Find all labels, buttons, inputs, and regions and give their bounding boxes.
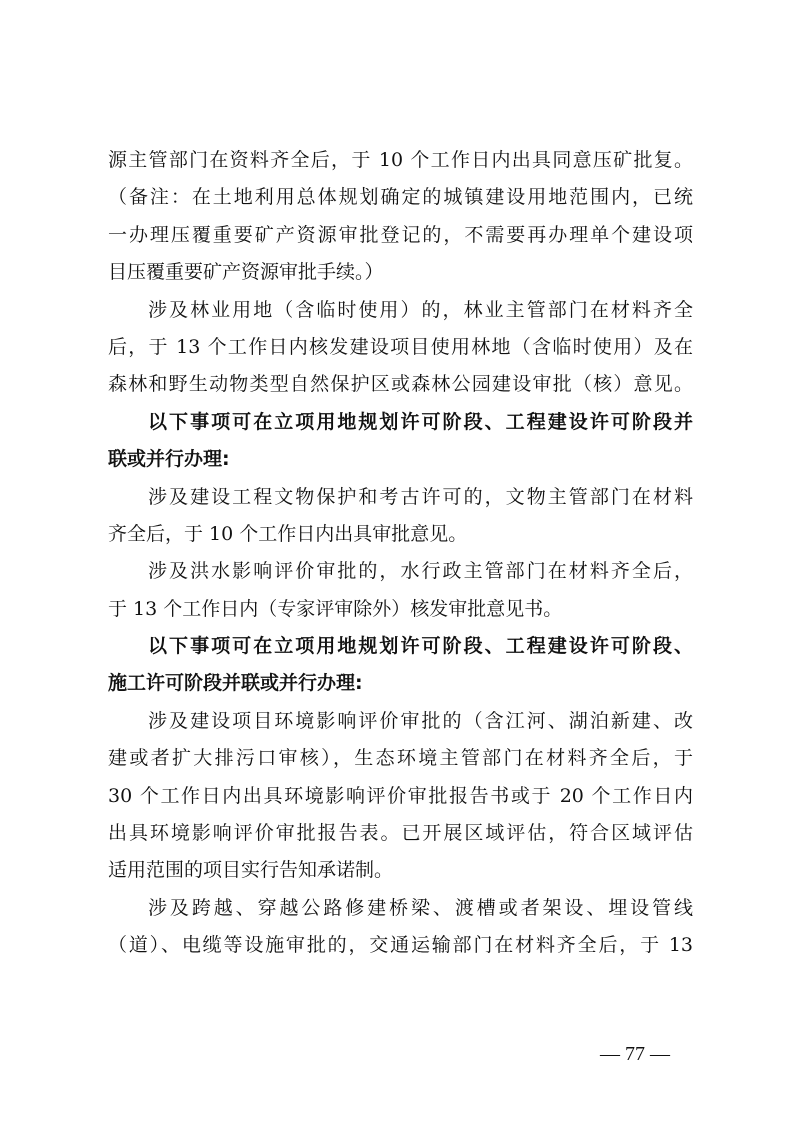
- text-line: 建或者扩大排污口审核），生态环境主管部门在材料齐全后，于: [108, 747, 693, 770]
- text-line: 涉及跨越、穿越公路修建桥梁、渡槽或者架设、埋设管线: [148, 896, 693, 919]
- text-line: 出具环境影响评价审批报告表。已开展区域评估，符合区域评估: [108, 822, 693, 845]
- text-line: 涉及林业用地（含临时使用）的，林业主管部门在材料齐全: [148, 298, 693, 321]
- page-number: — 77 —: [600, 1043, 670, 1065]
- text-line: 源主管部门在资料齐全后，于 10 个工作日内出具同意压矿批复。: [108, 149, 693, 171]
- text-line: 于 13 个工作日内（专家评审除外）核发审批意见书。: [108, 597, 563, 620]
- text-line: 涉及建设工程文物保护和考古许可的，文物主管部门在材料: [148, 485, 693, 508]
- document-body: [108, 142, 693, 965]
- text-line: 森林和野生动物类型自然保护区或森林公园建设审批（核）意见。: [108, 373, 693, 396]
- text-line: 30 个工作日内出具环境影响评价审批报告书或于 20 个工作日内: [108, 784, 693, 807]
- text-line: 一办理压覆重要矿产资源审批登记的，不需要再办理单个建设项: [108, 223, 693, 246]
- section-heading-line: 以下事项可在立项用地规划许可阶段、工程建设许可阶段并: [148, 410, 693, 433]
- text-line: 目压覆重要矿产资源审批手续。）: [108, 261, 384, 284]
- section-heading-line: 施工许可阶段并联或并行办理:: [108, 672, 363, 695]
- text-line: 涉及建设项目环境影响评价审批的（含江河、湖泊新建、改: [148, 709, 693, 732]
- section-heading-line: 联或并行办理:: [108, 448, 230, 471]
- text-line: 后，于 13 个工作日内核发建设项目使用林地（含临时使用）及在: [108, 335, 693, 358]
- text-line: 适用范围的项目实行告知承诺制。: [108, 859, 394, 882]
- section-heading-line: 以下事项可在立项用地规划许可阶段、工程建设许可阶段、: [148, 635, 693, 658]
- text-line: （备注：在土地利用总体规划确定的城镇建设用地范围内，已统: [108, 186, 693, 209]
- text-line: （道）、电缆等设施审批的，交通运输部门在材料齐全后，于 13: [108, 934, 693, 957]
- text-line: 齐全后，于 10 个工作日内出具审批意见。: [108, 522, 468, 545]
- text-line: 涉及洪水影响评价审批的，水行政主管部门在材料齐全后，: [148, 560, 693, 583]
